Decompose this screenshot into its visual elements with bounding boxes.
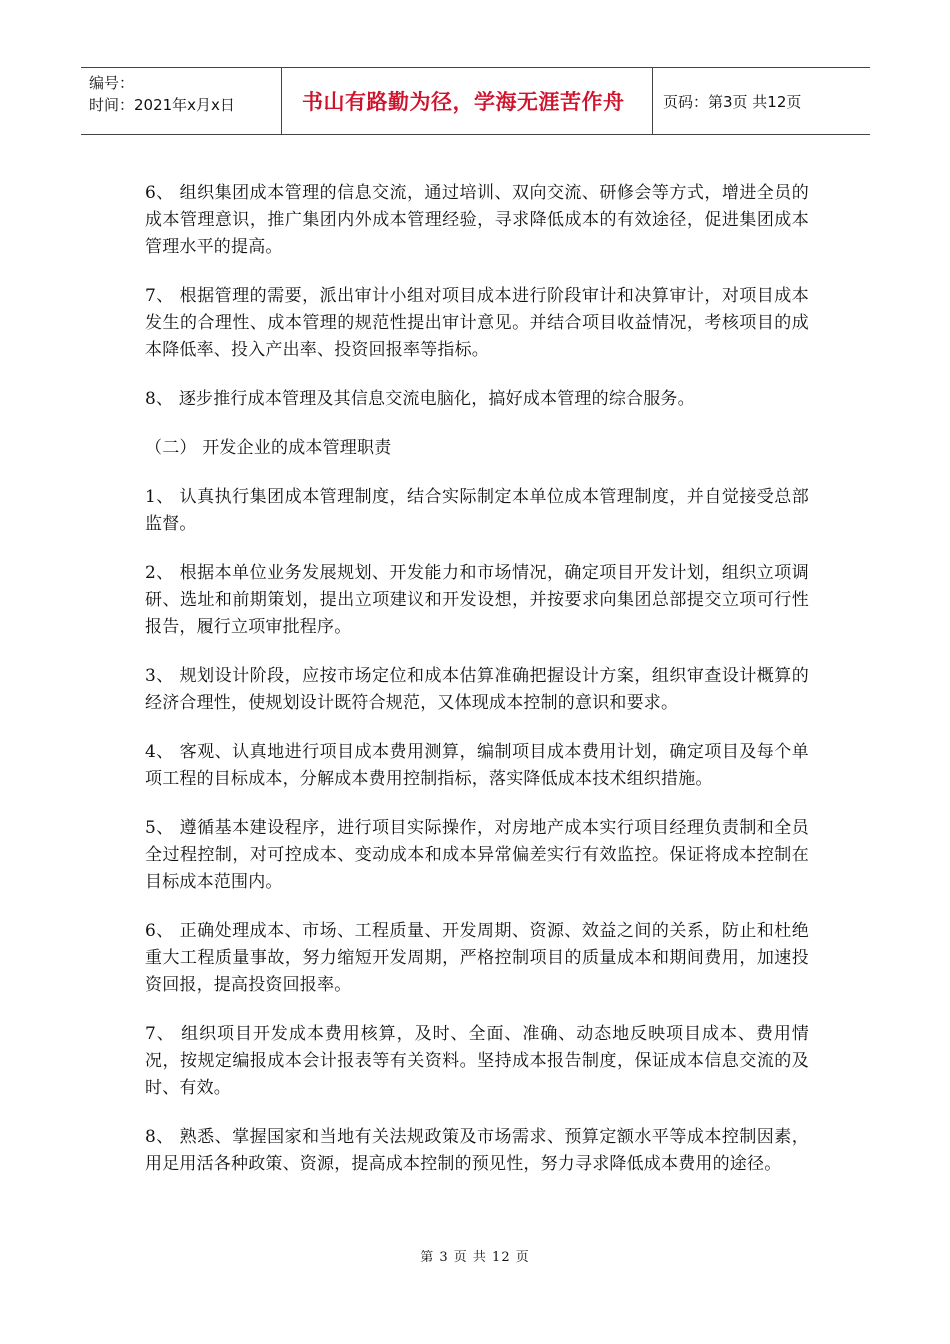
header-page-code-cell xyxy=(653,68,870,134)
number-label: 编号： xyxy=(89,74,135,92)
document-body xyxy=(145,180,809,1200)
paragraph: 2、 根据本单位业务发展规划、开发能力和市场情况，确定项目开发计划，组织立项调研、选址和前期策划，提出立项建议和开发设想，并按要求向集团总部提交立项可行性报告，履行立项审批程序。 xyxy=(145,563,809,637)
paragraph: 1、 认真执行集团成本管理制度，结合实际制定本单位成本管理制度，并自觉接受总部监督。 xyxy=(145,487,809,534)
paragraph: 5、 遵循基本建设程序，进行项目实际操作，对房地产成本实行项目经理负责制和全员全过程控制，对可控成本、变动成本和成本异常偏差实行有效监控。保证将成本控制在目标成本范围内。 xyxy=(145,818,809,892)
paragraph: 6、 正确处理成本、市场、工程质量、开发周期、资源、效益之间的关系，防止和杜绝重大工程质量事故，努力缩短开发周期，严格控制项目的质量成本和期间费用，加速投资回报，提高投资回报率。 xyxy=(145,921,809,995)
page-code: 页码：第3页 共12页 xyxy=(663,92,802,111)
page-header xyxy=(81,67,870,135)
section-heading: （二） 开发企业的成本管理职责 xyxy=(145,438,392,458)
paragraph: 7、 根据管理的需要，派出审计小组对项目成本进行阶段审计和决算审计，对项目成本发生的合理性、成本管理的规范性提出审计意见。并结合项目收益情况，考核项目的成本降低率、投入产出率、投资回报率等指标。 xyxy=(145,286,809,360)
header-motto: 书山有路勤为径，学海无涯苦作舟 xyxy=(302,90,625,114)
paragraph: 4、 客观、认真地进行项目成本费用测算，编制项目成本费用计划，确定项目及每个单项工程的目标成本，分解成本费用控制指标，落实降低成本技术组织措施。 xyxy=(145,742,809,789)
header-motto-cell xyxy=(281,68,653,134)
paragraph: 8、 熟悉、掌握国家和当地有关法规政策及市场需求、预算定额水平等成本控制因素，用足用活各种政策、资源，提高成本控制的预见性，努力寻求降低成本费用的途径。 xyxy=(145,1127,809,1174)
header-meta xyxy=(81,68,281,134)
paragraph: 3、 规划设计阶段，应按市场定位和成本估算准确把握设计方案，组织审查设计概算的经济合理性，使规划设计既符合规范，又体现成本控制的意识和要求。 xyxy=(145,666,809,713)
paragraph: 7、 组织项目开发成本费用核算，及时、全面、准确、动态地反映项目成本、费用情况，按规定编报成本会计报表等有关资料。坚持成本报告制度，保证成本信息交流的及时、有效。 xyxy=(145,1024,809,1098)
time-label: 时间：2021年x月x日 xyxy=(89,96,235,114)
paragraph: 8、 逐步推行成本管理及其信息交流电脑化，搞好成本管理的综合服务。 xyxy=(145,389,695,409)
paragraph: 6、 组织集团成本管理的信息交流，通过培训、双向交流、研修会等方式，增进全员的成本管理意识，推广集团内外成本管理经验，寻求降低成本的有效途径，促进集团成本管理水平的提高。 xyxy=(145,183,809,257)
page-footer: 第 3 页 共 12 页 xyxy=(420,1250,530,1265)
